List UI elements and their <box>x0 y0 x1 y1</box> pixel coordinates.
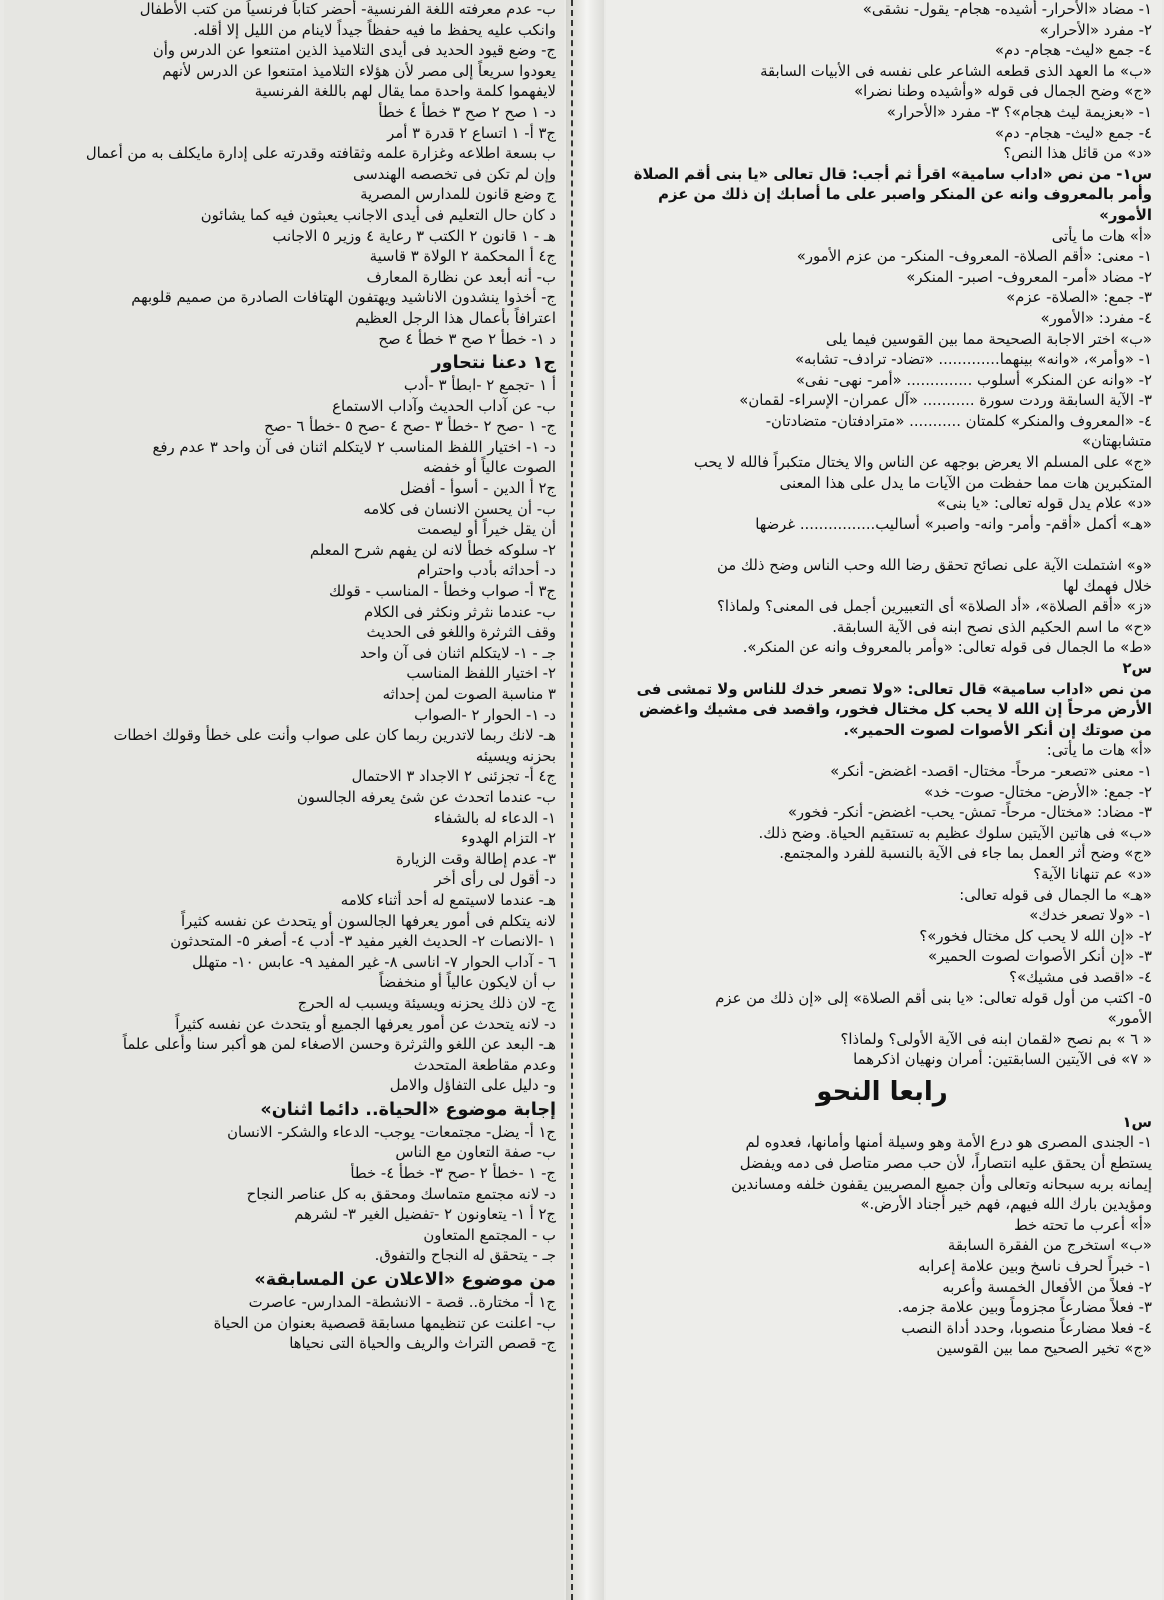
text-line: ٢- التزام الهدوء <box>461 830 556 848</box>
text-line: لايفهموا كلمة واحدة مما يقال لهم باللغة الفرنسية <box>254 83 556 101</box>
text-line: «ب» استخرج من الفقرة السابقة <box>947 1237 1152 1255</box>
text-line: ٢- «إن الله لا يحب كل مختال فخور»؟ <box>919 927 1152 945</box>
text-line: ب أن لايكون عالياً أو منخفضاً <box>379 974 556 992</box>
text-line: الأمور» <box>1107 1010 1152 1028</box>
text-line: الأمور» <box>1099 206 1152 224</box>
text-line: ومؤيدين بارك الله فيهم، فهم خير أجناد الأرض.» <box>860 1196 1152 1214</box>
text-line: ج٤ أ المحكمة ٢ الولاة ٣ قاسية <box>369 248 556 266</box>
text-line: ٣- مضاد: «مختال- مرحاً- تمش- يحب- اغضض- أنكر- فخور» <box>787 804 1152 822</box>
text-line: ٢- «وانه عن المنكر» أسلوب .............. «أمر- نهى- نفى» <box>795 371 1152 389</box>
text-line: «أ» أعرب ما تحته خط <box>1013 1216 1152 1234</box>
text-line: ب - المجتمع المتعاون <box>423 1226 556 1244</box>
text-line: ج١ أ- يضل- مجتمعات- يوجب- الدعاء والشكر- الانسان <box>227 1123 556 1141</box>
text-line: ج- وضع قيود الحديد فى أيدى التلاميذ الذين امتنعوا عن الدرس وأن <box>152 42 556 60</box>
text-line: «د» علام يدل قوله تعالى: «يا بنى» <box>936 495 1152 513</box>
text-line: يستطع أن يحقق عليه انتصاراً، لأن حب مصر متاصل فى دمه ويفضل <box>739 1155 1152 1173</box>
text-line: لانه يتكلم فى أمور يعرفها الجالسون أو يتحدث عن نفسه كثيراً <box>181 912 556 930</box>
text-line: «ج» وضح أثر العمل بما جاء فى الآية بالنسبة للفرد والمجتمع. <box>779 845 1152 863</box>
text-line: ٣- عدم إطالة وقت الزيارة <box>395 850 556 868</box>
text-line: ب- عندما اتحدث عن شئ يعرفه الجالسون <box>296 788 556 806</box>
text-line: وأمر بالمعروف وانه عن المنكر واصبر على ما أصابك إن ذلك من عزم <box>658 186 1152 204</box>
section-heading: إجابة موضوع «الحياة.. دائما اثنان» <box>260 1099 556 1120</box>
text-line: ٤- «اقصد فى مشيك»؟ <box>1009 968 1152 986</box>
text-line: ٤- «المعروف والمنكر» كلمتان ........... «مترادفتان- متضادتان- <box>765 412 1152 430</box>
text-line: وعدم مقاطعة المتحدث <box>413 1056 556 1074</box>
text-line: «ب» فى هاتين الآيتين سلوك عظيم به تستقيم الحياة. وضح ذلك. <box>758 824 1152 842</box>
text-line: ١- «بعزيمة ليث هجام»؟ ٣- مفرد «الأحرار» <box>886 103 1152 121</box>
text-line: د- ١ صح ٢ صح ٣ خطأ ٤ خطأ <box>378 103 556 121</box>
section-heading: من موضوع «الاعلان عن المسابقة» <box>254 1270 556 1291</box>
answers-column <box>4 0 564 1600</box>
text-line: ١- مضاد «الأحرار- أشيده- هجام- يقول- نشقى» <box>862 1 1152 18</box>
text-line: «ط» ما الجمال فى قوله تعالى: «وأمر بالمعروف وانه عن المنكر». <box>742 639 1152 657</box>
text-line: ٣- الآية السابقة وردت سورة ........... «آل عمران- الإسراء- لقمان» <box>739 392 1152 410</box>
text-line: هـ- عندما لاسيتمع له أحد أثناء كلامه <box>340 891 556 909</box>
text-line: ١- الجندى المصرى هو درع الأمة وهو وسيلة أمنها وأمانها، فعدوه لم <box>745 1134 1152 1152</box>
section-heading: ج١ دعنا نتحاور <box>431 353 556 374</box>
text-line: «ب» ما العهد الذى قطعه الشاعر على نفسه فى الأبيات السابقة <box>760 62 1152 80</box>
cut-line-divider <box>571 0 573 1600</box>
text-line: ج١ أ- مختارة.. قصة - الانشطة- المدارس- عاصرت <box>248 1294 556 1312</box>
text-line: د- ١- اختيار اللفظ المناسب ٢ لايتكلم اثنان فى آن واحد ٣ عدم رفع <box>152 438 556 456</box>
text-line: ج- لان ذلك يحزنه ويسيئة ويسبب له الحرج <box>297 994 556 1012</box>
text-line: المتكبرين هات مما حفظت من الآيات ما يدل على هذا المعنى <box>779 474 1152 492</box>
text-line: د- لانه مجتمع متماسك ومحقق به كل عناصر النجاح <box>246 1185 556 1203</box>
text-line: ٢- اختيار اللفظ المناسب <box>406 665 556 683</box>
text-line: ٦ - آداب الحوار ٧- اناسى ٨- غير المفيد ٩- عابس ١٠- متهلل <box>192 953 556 971</box>
questions-text <box>612 0 1152 1360</box>
text-line: ٤- جمع «ليث- هجام- دم» <box>994 124 1152 142</box>
text-line: «ز» «أقم الصلاة»، «أد الصلاة» أى التعبيرين أجمل فى المعنى؟ ولماذا؟ <box>716 598 1152 616</box>
text-line: أن يقل خيراً أو ليصمت <box>417 521 556 539</box>
text-line: «ج» تخير الصحيح مما بين القوسين <box>936 1340 1152 1358</box>
section-heading: رابعا النحو <box>816 1076 948 1107</box>
text-line: وانكب عليه يحفظ ما فيه حفظاً جيداً لاينام من الليل إلا أقله. <box>193 21 556 39</box>
text-line: اعترافاً بأعمال هذا الرجل العظيم <box>355 309 556 327</box>
text-line: وقف الثرثرة واللغو فى الحديث <box>366 624 556 642</box>
text-line: « ٧» فى الآيتين السابقتين: أمران ونهيان اذكرهما <box>853 1051 1152 1069</box>
text-line: ب- عدم معرفته اللغة الفرنسية- أحضر كتاباً فرنسياً من كتب الأطفال <box>139 1 556 18</box>
text-line: ٤- مفرد: «الأمور» <box>1040 309 1152 327</box>
text-line: ب- عن آداب الحديث وآداب الاستماع <box>332 397 556 415</box>
text-line: ٢- جمع: «الأرض- مختال- صوت- خد» <box>924 783 1152 801</box>
text-line: ٥- اكتب من أول قوله تعالى: «يا بنى أقم الصلاة» إلى «إن ذلك من عزم <box>715 989 1152 1007</box>
text-line: ١- «ولا تصعر خدك» <box>1029 907 1152 925</box>
text-line: س٢ <box>1122 660 1152 677</box>
text-line: جـ - ١- لايتكلم اثنان فى آن واحد <box>359 644 556 662</box>
text-line: ٢- فعلاً من الأفعال الخمسة وأعربه <box>942 1278 1152 1296</box>
text-line: ٣- جمع: «الصلاة- عزم» <box>1006 289 1152 307</box>
text-line: «د» من قائل هذا النص؟ <box>1003 145 1152 163</box>
text-line: ٣- فعلاً مضارعاً مجزوماً وبين علامة جزمه. <box>897 1299 1152 1317</box>
text-line: ١- «وأمر»، «وانه» بينهما............. «تضاد- ترادف- تشابه» <box>794 351 1152 369</box>
text-line: يعودوا سريعاً إلى مصر لأن هؤلاء التلاميذ امتنعوا عن الدرس لأنهم <box>162 62 556 80</box>
text-line: «د» عم تنهانا الآية؟ <box>1033 865 1152 883</box>
text-line: د- أقول لى رأى أخر <box>434 871 556 889</box>
text-line: د كان حال التعليم فى أيدى الاجانب يعبثون فيه كما يشائون <box>200 206 556 224</box>
text-line: الأرض مرحاً إن الله لا يحب كل مختال فخور، واقصد فى مشيك واغضض <box>638 701 1152 719</box>
text-line: ٣- «إن أنكر الأصوات لصوت الحمير» <box>928 948 1152 966</box>
text-line: «ج» على المسلم الا يعرض بوجهه عن الناس والا يختال متكبراً فالله لا يحب <box>693 454 1152 472</box>
text-line: ٤- جمع «ليث- هجام- دم» <box>994 42 1152 60</box>
text-line: هـ- البعد عن اللغو والثرثرة وحسن الاصغاء لمن هو أكبر سنا وأعلى علماً <box>122 1036 556 1054</box>
text-line: ب- أن يحسن الانسان فى كلامه <box>363 500 556 518</box>
text-line: ٢- مفرد «الأحرار» <box>1039 21 1152 39</box>
text-line: ١- معنى «تصعر- مرحاً- مختال- اقصد- اغضض- أنكر» <box>830 762 1152 780</box>
text-line: ٤- فعلا مضارعاً منصوبا، وحدد أداة النصب <box>901 1319 1152 1337</box>
text-line: من صوتك إن أنكر الأصوات لصوت الحمير». <box>843 721 1152 739</box>
text-line: ٢- سلوكه خطأ لانه لن يفهم شرح المعلم <box>309 541 556 559</box>
text-line: ١ -الانصات ٢- الحديث الغير مفيد ٣- أدب ٤- أصغر ٥- المتحدثون <box>170 933 556 951</box>
text-line: ج٣ أ- صواب وخطأ - المناسب - قولك <box>328 583 556 601</box>
answers-text <box>10 0 556 1355</box>
text-line: ٣ مناسبة الصوت لمن إحداثه <box>382 686 556 703</box>
text-line: «ح» ما اسم الحكيم الذى نصح ابنه فى الآية السابقة. <box>832 618 1152 636</box>
text-line: س١- من نص «اداب سامية» اقرأ ثم أجب: قال تعالى «يا بنى أقم الصلاة <box>633 165 1152 183</box>
text-line: ب- اعلنت عن تنظيمها مسابقة قصصية بعنوان من الحياة <box>213 1314 556 1332</box>
text-line: ب- أنه أبعد عن نظارة المعارف <box>366 268 556 286</box>
text-line: « ٦ » بم نصح «لقمان ابنه فى الآية الأولى؟ ولماذا؟ <box>840 1030 1152 1048</box>
text-line: جـ - يتحقق له النجاح والتفوق. <box>374 1247 556 1265</box>
text-line: وإن لم تكن فى تخصصه الهندسى <box>352 165 556 183</box>
text-line: هـ - ١ قانون ٢ الكتب ٣ رعاية ٤ وزير ٥ الاجانب <box>272 227 556 245</box>
text-line: ج- قصص التراث والريف والحياة التى نحياها <box>289 1335 556 1353</box>
text-line: ٢- مضاد «أمر- المعروف- اصبر- المنكر» <box>906 268 1152 286</box>
text-line: «ب» اختر الاجابة الصحيحة مما بين القوسين فيما يلى <box>825 330 1152 348</box>
text-line: ج- ١ -خطأ ٢ -صح ٣- خطأ ٤- خطأ <box>350 1165 556 1183</box>
text-line: ١- معنى: «أقم الصلاة- المعروف- المنكر- من عزم الأمور» <box>796 248 1152 266</box>
text-line: د- أحداثه بأدب واحترام <box>417 562 556 580</box>
text-line: ج٢ أ ١- يتعاونون ٢ -تفضيل الغير ٣- لشرهم <box>294 1206 556 1224</box>
text-line: د- ١- الحوار ٢ -الصواب <box>414 706 556 724</box>
text-line: خلال فهمك لها <box>1062 577 1152 595</box>
text-line: من نص «اداب سامية» قال تعالى: «ولا تصعر خدك للناس ولا تمشى فى <box>636 680 1152 698</box>
text-line: «هـ» ما الجمال فى قوله تعالى: <box>959 886 1152 904</box>
questions-column <box>606 0 1162 1600</box>
text-line: س١ <box>1122 1113 1152 1131</box>
text-line: «أ» هات ما يأتى <box>1051 227 1152 245</box>
text-line: ج- أخذوا ينشدون الاناشيد ويهتفون الهتافات الصادرة من صميم قلوبهم <box>131 289 556 307</box>
text-line: أ ١ -تجمع ٢ -ابطأ ٣ -أدب <box>403 377 556 395</box>
text-line: د- لانه يتحدث عن أمور يعرفها الجميع أو يتحدث عن نفسه كثيراً <box>175 1015 556 1033</box>
text-line: «و» اشتملت الآية على نصائح تحقق رضا الله وحب الناس وضح ذلك من <box>716 557 1152 575</box>
text-line: «هـ» أكمل «أقم- وأمر- وانه- واصبر» أساليب................ غرضها <box>755 515 1152 533</box>
text-line: ج وضع قانون للمدارس المصرية <box>360 186 556 204</box>
text-line: هـ- لانك ربما لاتدرين ربما كان على صواب وأنت على خطأ وقولك اخطات <box>113 727 556 745</box>
text-line: ب- عندما نثرثر ونكثر فى الكلام <box>364 603 556 621</box>
text-line: متشابهتان» <box>1081 433 1152 451</box>
text-line: و- دليل على التفاؤل والامل <box>389 1077 556 1095</box>
text-line: ١- الدعاء له بالشفاء <box>433 809 556 827</box>
text-line: إيمانه بربه سبحانه وتعالى وأن جميع المصريين يقفون خلفه ومساندين <box>731 1175 1152 1193</box>
text-line: ١- خبراً لحرف ناسخ وبين علامة إعرابه <box>918 1258 1152 1276</box>
text-line: ج٤ أ- تجزئنى ٢ الاجداد ٣ الاحتمال <box>351 768 556 786</box>
text-line: «أ» هات ما يأتى: <box>1046 742 1152 760</box>
text-line: الصوت عالياً أو خفضه <box>423 459 556 477</box>
text-line <box>612 535 1152 556</box>
text-line: ج٣ أ- ١ اتساع ٢ قدرة ٣ أمر <box>387 124 556 142</box>
text-line: د ١- خطأ ٢ صح ٣ خطأ ٤ صح <box>378 330 556 348</box>
text-line: «ج» وضح الجمال فى قوله «وأشيده وطنا نضرا» <box>854 83 1152 101</box>
text-line: ج٢ أ الدين - أسوأ - أفضل <box>399 480 556 498</box>
text-line: بحزنه ويسيئه <box>475 747 556 765</box>
text-line: ب- صفة التعاون مع الناس <box>395 1144 556 1162</box>
text-line: ج- ١ -صح ٢ -خطأ ٣ -صح ٤ -صح ٥ -خطأ ٦ -صح <box>264 418 556 436</box>
text-line: ب بسعة اطلاعه وغزارة علمه وثقافته وقدرته على إدارة مايكلف به من أعمال <box>85 145 556 163</box>
